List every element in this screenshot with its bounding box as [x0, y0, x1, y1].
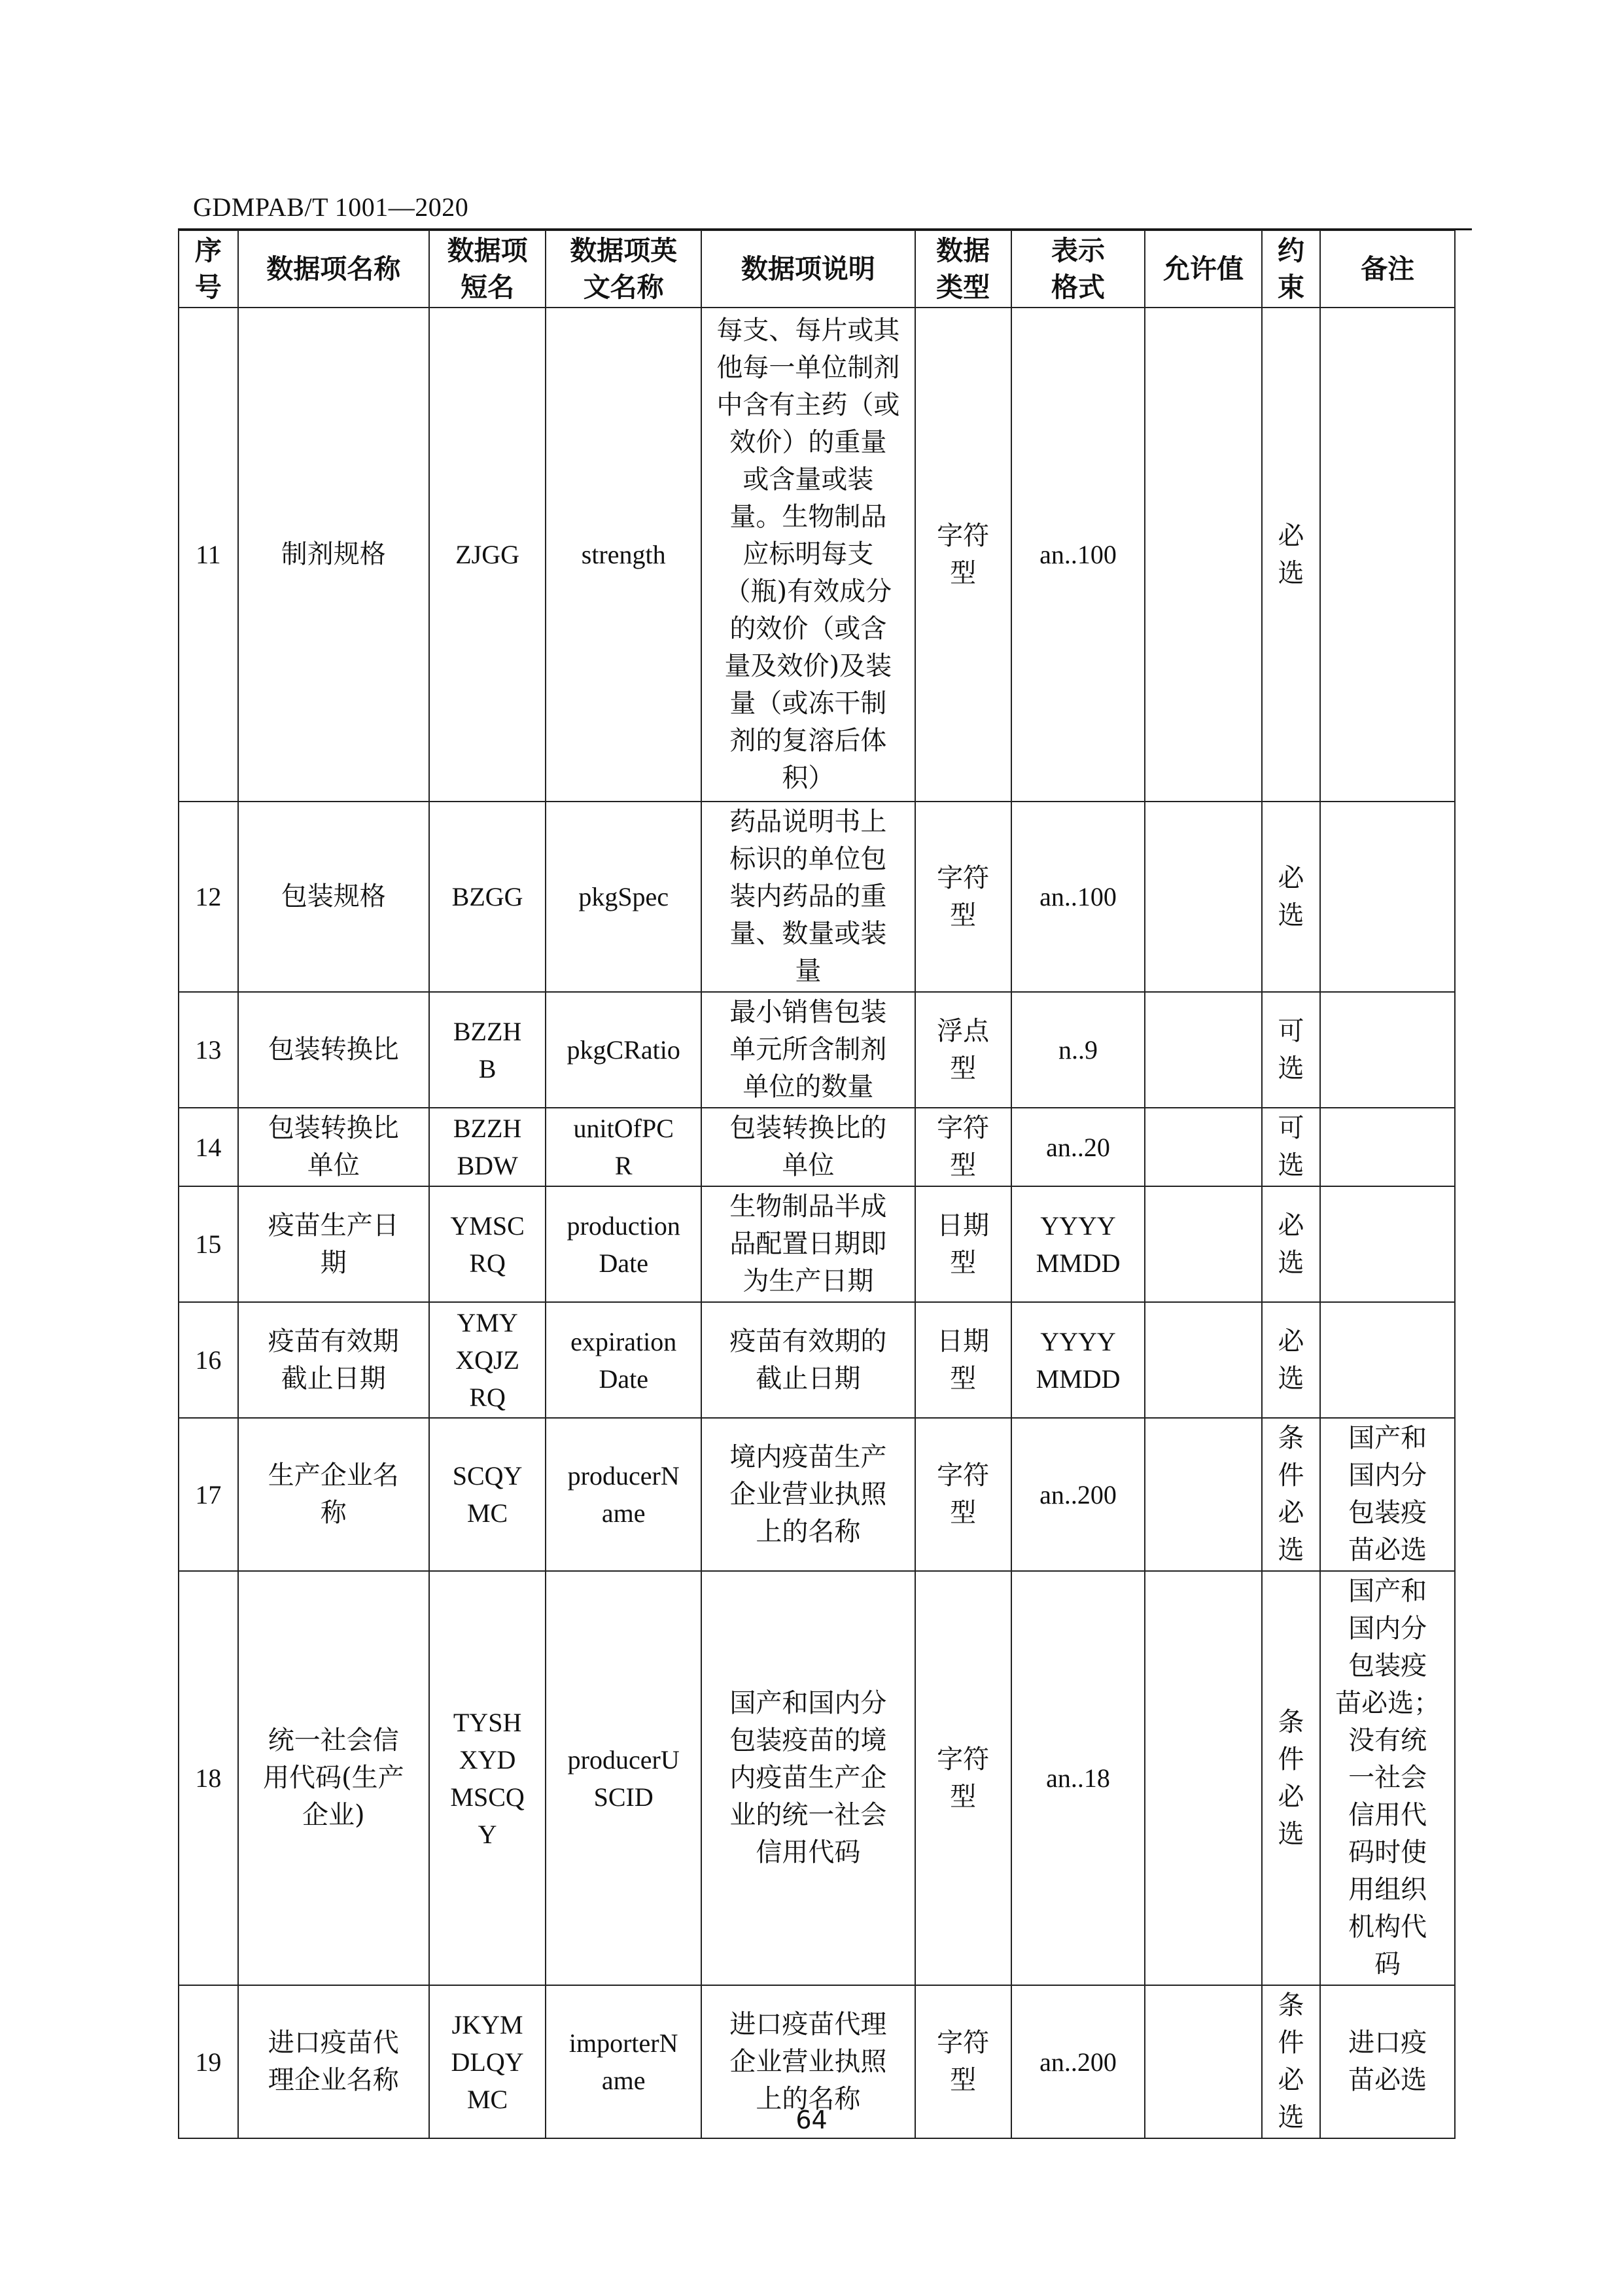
cell-english-name: producerN ame	[546, 1418, 701, 1571]
cell-allowed-values	[1145, 992, 1261, 1108]
cell-description: 最小销售包装 单元所含制剂 单位的数量	[701, 992, 915, 1108]
cell-description: 包装转换比的 单位	[701, 1108, 915, 1186]
col-header-no: 序 号	[179, 230, 238, 308]
cell-description: 境内疫苗生产 企业营业执照 上的名称	[701, 1418, 915, 1571]
cell-constraint: 必 选	[1262, 802, 1321, 992]
cell-name: 包装转换比 单位	[238, 1108, 429, 1186]
cell-data-type: 字符 型	[915, 1108, 1011, 1186]
col-header-description: 数据项说明	[701, 230, 915, 308]
cell-english-name: unitOfPC R	[546, 1108, 701, 1186]
cell-no: 13	[179, 992, 238, 1108]
cell-format: an..20	[1011, 1108, 1145, 1186]
data-item-table	[178, 230, 1456, 2139]
cell-data-type: 日期 型	[915, 1302, 1011, 1418]
cell-english-name: production Date	[546, 1186, 701, 1302]
cell-no: 19	[179, 1985, 238, 2138]
col-header-short-name: 数据项 短名	[429, 230, 546, 308]
cell-short-name: ZJGG	[429, 308, 546, 802]
cell-no: 16	[179, 1302, 238, 1418]
cell-remarks	[1320, 308, 1455, 802]
cell-no: 15	[179, 1186, 238, 1302]
cell-format: YYYY MMDD	[1011, 1302, 1145, 1418]
cell-constraint: 条 件 必 选	[1262, 1571, 1321, 1985]
cell-format: YYYY MMDD	[1011, 1186, 1145, 1302]
cell-no: 11	[179, 308, 238, 802]
cell-constraint: 条 件 必 选	[1262, 1418, 1321, 1571]
cell-constraint: 必 选	[1262, 1186, 1321, 1302]
cell-data-type: 字符 型	[915, 1571, 1011, 1985]
table-row	[179, 1571, 1455, 1985]
cell-description: 进口疫苗代理 企业营业执照 上的名称	[701, 1985, 915, 2138]
cell-english-name: expiration Date	[546, 1302, 701, 1418]
cell-name: 包装转换比	[238, 992, 429, 1108]
cell-short-name: TYSH XYD MSCQ Y	[429, 1571, 546, 1985]
table-row	[179, 1186, 1455, 1302]
cell-remarks	[1320, 1302, 1455, 1418]
table-row	[179, 1418, 1455, 1571]
col-header-remarks: 备注	[1320, 230, 1455, 308]
document-code: GDMPAB/T 1001—2020	[193, 192, 469, 222]
cell-description: 生物制品半成 品配置日期即 为生产日期	[701, 1186, 915, 1302]
cell-remarks	[1320, 802, 1455, 992]
cell-remarks	[1320, 992, 1455, 1108]
cell-short-name: BZGG	[429, 802, 546, 992]
cell-allowed-values	[1145, 308, 1261, 802]
cell-short-name: YMSC RQ	[429, 1186, 546, 1302]
cell-short-name: YMY XQJZ RQ	[429, 1302, 546, 1418]
cell-allowed-values	[1145, 1571, 1261, 1985]
cell-data-type: 浮点 型	[915, 992, 1011, 1108]
col-header-data-type: 数据 类型	[915, 230, 1011, 308]
cell-description: 每支、每片或其 他每一单位制剂 中含有主药（或 效价）的重量 或含量或装 量。生物制品 应标明每支 （瓶)有效成分 的效价（或含 量及效价)及装 量（或冻干制 剂的复溶后体 积）	[701, 308, 915, 802]
cell-short-name: JKYM DLQY MC	[429, 1985, 546, 2138]
cell-format: an..18	[1011, 1571, 1145, 1985]
cell-remarks	[1320, 1186, 1455, 1302]
cell-allowed-values	[1145, 1108, 1261, 1186]
cell-short-name: BZZH B	[429, 992, 546, 1108]
cell-data-type: 字符 型	[915, 1418, 1011, 1571]
cell-english-name: producerU SCID	[546, 1571, 701, 1985]
col-header-english-name: 数据项英 文名称	[546, 230, 701, 308]
table-row	[179, 992, 1455, 1108]
cell-description: 药品说明书上 标识的单位包 装内药品的重 量、数量或装 量	[701, 802, 915, 992]
cell-format: n..9	[1011, 992, 1145, 1108]
cell-english-name: pkgSpec	[546, 802, 701, 992]
table-row	[179, 1108, 1455, 1186]
cell-data-type: 字符 型	[915, 1985, 1011, 2138]
cell-remarks	[1320, 1108, 1455, 1186]
cell-english-name: strength	[546, 308, 701, 802]
table-header-row	[179, 230, 1455, 308]
cell-name: 生产企业名 称	[238, 1418, 429, 1571]
cell-name: 统一社会信 用代码(生产 企业)	[238, 1571, 429, 1985]
cell-no: 14	[179, 1108, 238, 1186]
cell-allowed-values	[1145, 1302, 1261, 1418]
table-row	[179, 802, 1455, 992]
cell-allowed-values	[1145, 1418, 1261, 1571]
cell-description: 国产和国内分 包装疫苗的境 内疫苗生产企 业的统一社会 信用代码	[701, 1571, 915, 1985]
cell-name: 疫苗有效期 截止日期	[238, 1302, 429, 1418]
col-header-name: 数据项名称	[238, 230, 429, 308]
cell-description: 疫苗有效期的 截止日期	[701, 1302, 915, 1418]
col-header-constraint: 约 束	[1262, 230, 1321, 308]
cell-remarks: 进口疫 苗必选	[1320, 1985, 1455, 2138]
col-header-allowed-values: 允许值	[1145, 230, 1261, 308]
cell-remarks: 国产和 国内分 包装疫 苗必选	[1320, 1418, 1455, 1571]
cell-data-type: 日期 型	[915, 1186, 1011, 1302]
cell-english-name: importerN ame	[546, 1985, 701, 2138]
table-row	[179, 1302, 1455, 1418]
cell-format: an..200	[1011, 1985, 1145, 2138]
cell-format: an..200	[1011, 1418, 1145, 1571]
cell-no: 18	[179, 1571, 238, 1985]
cell-no: 17	[179, 1418, 238, 1571]
cell-name: 包装规格	[238, 802, 429, 992]
page-number: 64	[795, 2106, 828, 2134]
cell-constraint: 必 选	[1262, 1302, 1321, 1418]
cell-constraint: 条 件 必 选	[1262, 1985, 1321, 2138]
cell-format: an..100	[1011, 308, 1145, 802]
cell-short-name: SCQY MC	[429, 1418, 546, 1571]
cell-short-name: BZZH BDW	[429, 1108, 546, 1186]
table-row	[179, 308, 1455, 802]
cell-constraint: 可 选	[1262, 1108, 1321, 1186]
cell-constraint: 可 选	[1262, 992, 1321, 1108]
cell-allowed-values	[1145, 1186, 1261, 1302]
cell-data-type: 字符 型	[915, 802, 1011, 992]
cell-english-name: pkgCRatio	[546, 992, 701, 1108]
cell-name: 进口疫苗代 理企业名称	[238, 1985, 429, 2138]
cell-name: 制剂规格	[238, 308, 429, 802]
cell-constraint: 必 选	[1262, 308, 1321, 802]
cell-allowed-values	[1145, 802, 1261, 992]
cell-data-type: 字符 型	[915, 308, 1011, 802]
cell-no: 12	[179, 802, 238, 992]
col-header-format: 表示 格式	[1011, 230, 1145, 308]
cell-remarks: 国产和 国内分 包装疫 苗必选； 没有统 一社会 信用代 码时使 用组织 机构代 码	[1320, 1571, 1455, 1985]
cell-name: 疫苗生产日 期	[238, 1186, 429, 1302]
cell-format: an..100	[1011, 802, 1145, 992]
